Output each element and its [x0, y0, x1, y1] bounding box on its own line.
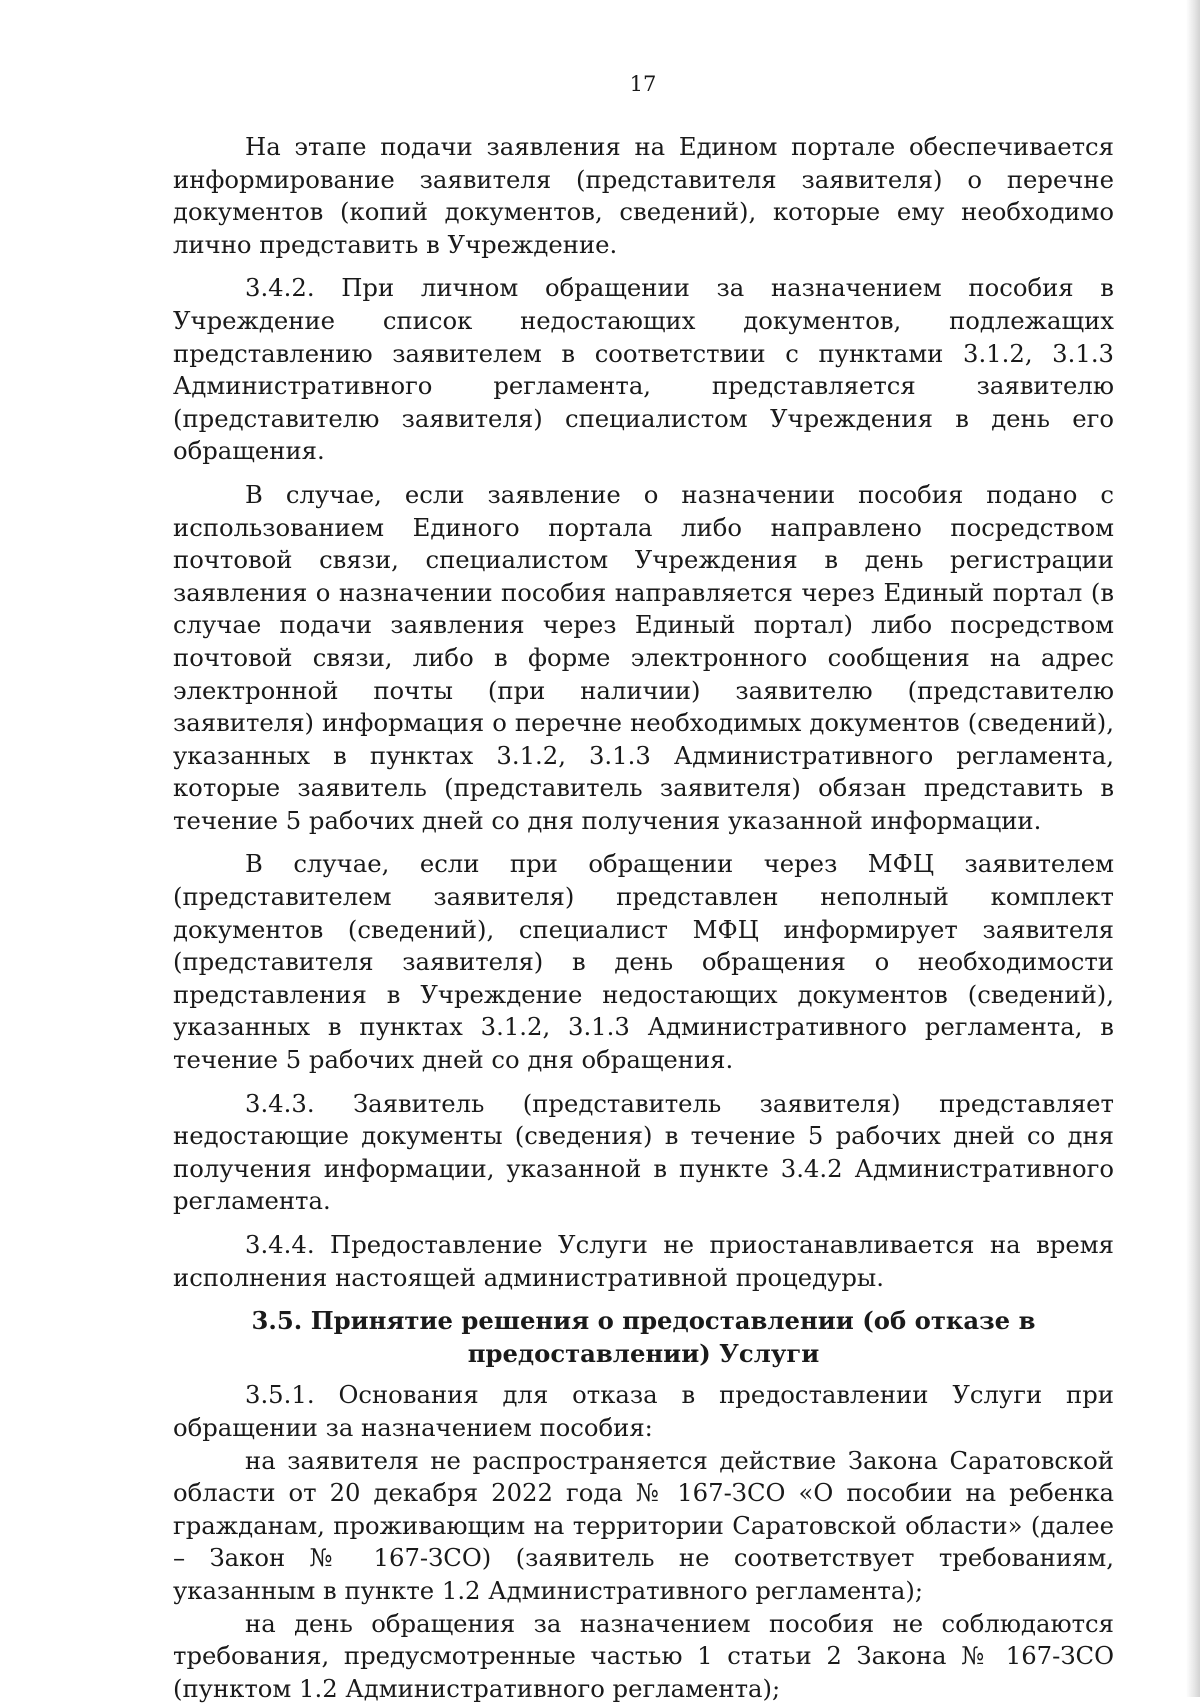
document-body: [173, 131, 1114, 1705]
paragraph-3-4-4: 3.4.4. Предоставление Услуги не приостанавливается на время исполнения настоящей административной процедуры.: [173, 1230, 1114, 1292]
page-number: 17: [629, 72, 657, 96]
paragraph-3-5-1: 3.5.1. Основания для отказа в предоставлении Услуги при обращении за назначением пособия:: [173, 1380, 1114, 1442]
refusal-ground-item: на день обращения за назначением пособия не соблюдаются требования, предусмотренные частью 1 статьи 2 Закона № 167-ЗСО (пунктом 1.2 Административного регламента);: [173, 1608, 1114, 1703]
paragraph-mfc-case: В случае, если при обращении через МФЦ заявителем (представителем заявителя) представлен неполный комплект документов (сведений), специалист МФЦ информирует заявителя (представителя заявителя) в день обращения о необходимости представления в Учреждение недостающих документов (сведений), указанных в пунктах 3.1.2, 3.1.3 Административного регламента, в течение 5 рабочих дней со дня обращения.: [173, 849, 1114, 1075]
section-heading-3-5: 3.5. Принятие решения о предоставлении (об отказе в предоставлении) Услуги: [251, 1306, 1036, 1368]
page-edge-shadow: [1186, 0, 1200, 1697]
paragraph-3-4-2: 3.4.2. При личном обращении за назначением пособия в Учреждение список недостающих документов, подлежащих представлению заявителем в соответствии с пунктами 3.1.2, 3.1.3 Административного регламента, представляется заявителю (представителю заявителя) специалистом Учреждения в день его обращения.: [173, 273, 1114, 466]
paragraph-3-4-3: 3.4.3. Заявитель (представитель заявителя) представляет недостающие документы (сведения) в течение 5 рабочих дней со дня получения информации, указанной в пункте 3.4.2 Административного регламента.: [173, 1088, 1114, 1216]
refusal-ground-item: на заявителя не распространяется действие Закона Саратовской области от 20 декабря 2022 года № 167-ЗСО «О пособии на ребенка гражданам, проживающим на территории Саратовской области» (далее – Закон № 167-ЗСО) (заявитель не соответствует требованиям, указанным в пункте 1.2 Административного регламента);: [173, 1445, 1114, 1605]
paragraph-portal-info: На этапе подачи заявления на Едином портале обеспечивается информирование заявителя (представителя заявителя) о перечне документов (копий документов, сведений), которые ему необходимо лично представить в Учреждение.: [173, 132, 1114, 259]
paragraph-portal-mail-case: В случае, если заявление о назначении пособия подано с использованием Единого портала либо направлено посредством почтовой связи, специалистом Учреждения в день регистрации заявления о назначении пособия направляется через Единый портал (в случае подачи заявления через Единый портал) либо посредством почтовой связи, либо в форме электронного сообщения на адрес электронной почты (при наличии) заявителю (представителю заявителя) информация о перечне необходимых документов (сведений), указанных в пунктах 3.1.2, 3.1.3 Административного регламента, которые заявитель (представитель заявителя) обязан представить в течение 5 рабочих дней со дня получения указанной информации.: [173, 479, 1114, 835]
